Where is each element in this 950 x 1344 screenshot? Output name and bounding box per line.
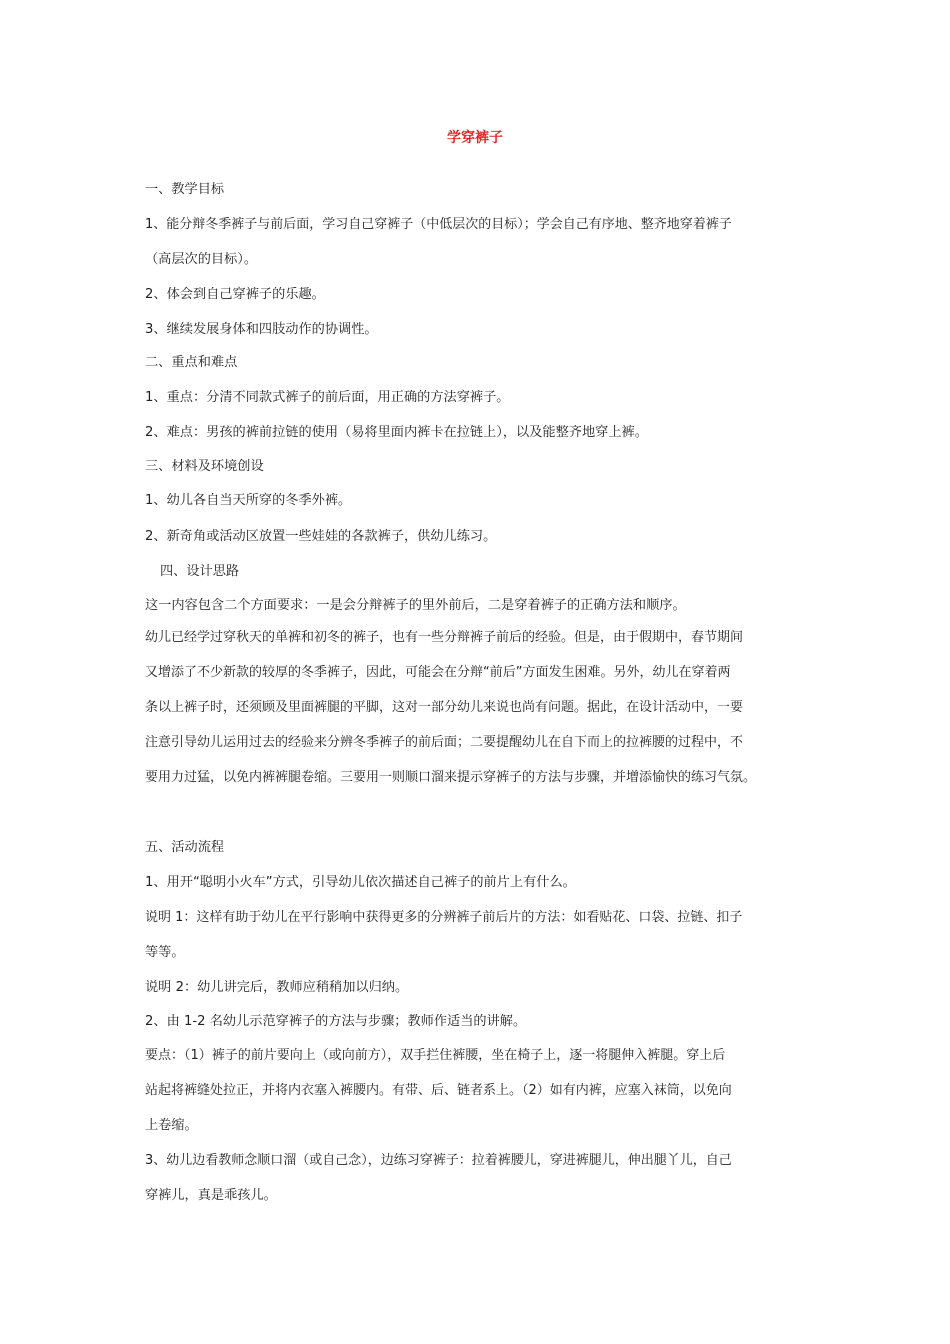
paragraph-line: 2、体会到自己穿裤子的乐趣。 [145,287,325,302]
section-heading-process: 五、活动流程 [145,840,225,855]
paragraph-line: 要用力过猛，以免内裤裤腿卷缩。三要用一则顺口溜来提示穿裤子的方法与步骤，并增添愉快的练习气氛。 [145,770,757,785]
paragraph-line: 注意引导幼儿运用过去的经验来分辨冬季裤子的前后面；二要提醒幼儿在自下而上的拉裤腰的过程中，不 [145,735,744,750]
paragraph-line: 1、用开“聪明小火车”方式，引导幼儿依次描述自己裤子的前片上有什么。 [145,875,576,890]
paragraph-line: 2、难点：男孩的裤前拉链的使用（易将里面内裤卡在拉链上），以及能整齐地穿上裤。 [145,425,648,440]
paragraph-line: 又增添了不少新款的较厚的冬季裤子，因此，可能会在分辩“前后”方面发生困难。另外，幼儿在穿着两 [145,665,731,680]
section-heading-objectives: 一、教学目标 [145,182,225,197]
paragraph-line: 3、幼儿边看教师念顺口溜（或自己念），边练习穿裤子：拉着裤腰儿，穿进裤腿儿，伸出腿丫儿，自己 [145,1153,732,1168]
paragraph-line: （高层次的目标）。 [145,252,258,267]
paragraph-line: 1、能分辩冬季裤子与前后面，学习自己穿裤子（中低层次的目标）；学会自己有序地、整齐地穿着裤子 [145,217,732,232]
paragraph-line: 说明 2：幼儿讲完后，教师应稍稍加以归纳。 [145,980,409,995]
paragraph-line: 要点：（1）裤子的前片要向上（或向前方），双手拦住裤腰，坐在椅子上，逐一将腿伸入裤腿。穿上后 [145,1048,726,1063]
paragraph-line: 说明 1：这样有助于幼儿在平行影响中获得更多的分辨裤子前后片的方法：如看贴花、口袋、拉链、扣子 [145,910,743,925]
paragraph-line: 2、由 1-2 名幼儿示范穿裤子的方法与步骤；教师作适当的讲解。 [145,1014,527,1029]
section-heading-key-points: 二、重点和难点 [145,355,238,370]
paragraph-line: 3、继续发展身体和四肢动作的协调性。 [145,322,378,337]
paragraph-line: 1、幼儿各自当天所穿的冬季外裤。 [145,493,352,508]
document-title: 学穿裤子 [447,130,503,146]
paragraph-line: 这一内容包含二个方面要求：一是会分辩裤子的里外前后，二是穿着裤子的正确方法和顺序。 [145,598,686,613]
paragraph-line: 幼儿已经学过穿秋天的单裤和初冬的裤子，也有一些分辩裤子前后的经验。但是，由于假期中，春节期间 [145,630,744,645]
section-heading-materials: 三、材料及环境创设 [145,459,264,474]
paragraph-line: 等等。 [145,945,185,960]
paragraph-line: 2、新奇角或活动区放置一些娃娃的各款裤子，供幼儿练习。 [145,529,497,544]
paragraph-line: 穿裤儿，真是乖孩儿。 [145,1188,277,1203]
paragraph-line: 条以上裤子时，还须顾及里面裤腿的平脚，这对一部分幼儿来说也尚有问题。据此，在设计活动中，一要 [145,700,744,715]
paragraph-line: 上卷缩。 [145,1118,198,1133]
section-heading-design: 四、设计思路 [160,564,240,579]
paragraph-line: 站起将裤缝处拉正，并将内衣塞入裤腰内。有带、后、链者系上。（2）如有内裤，应塞入袜筒，以免向 [145,1083,732,1098]
paragraph-line: 1、重点：分清不同款式裤子的前后面，用正确的方法穿裤子。 [145,390,510,405]
